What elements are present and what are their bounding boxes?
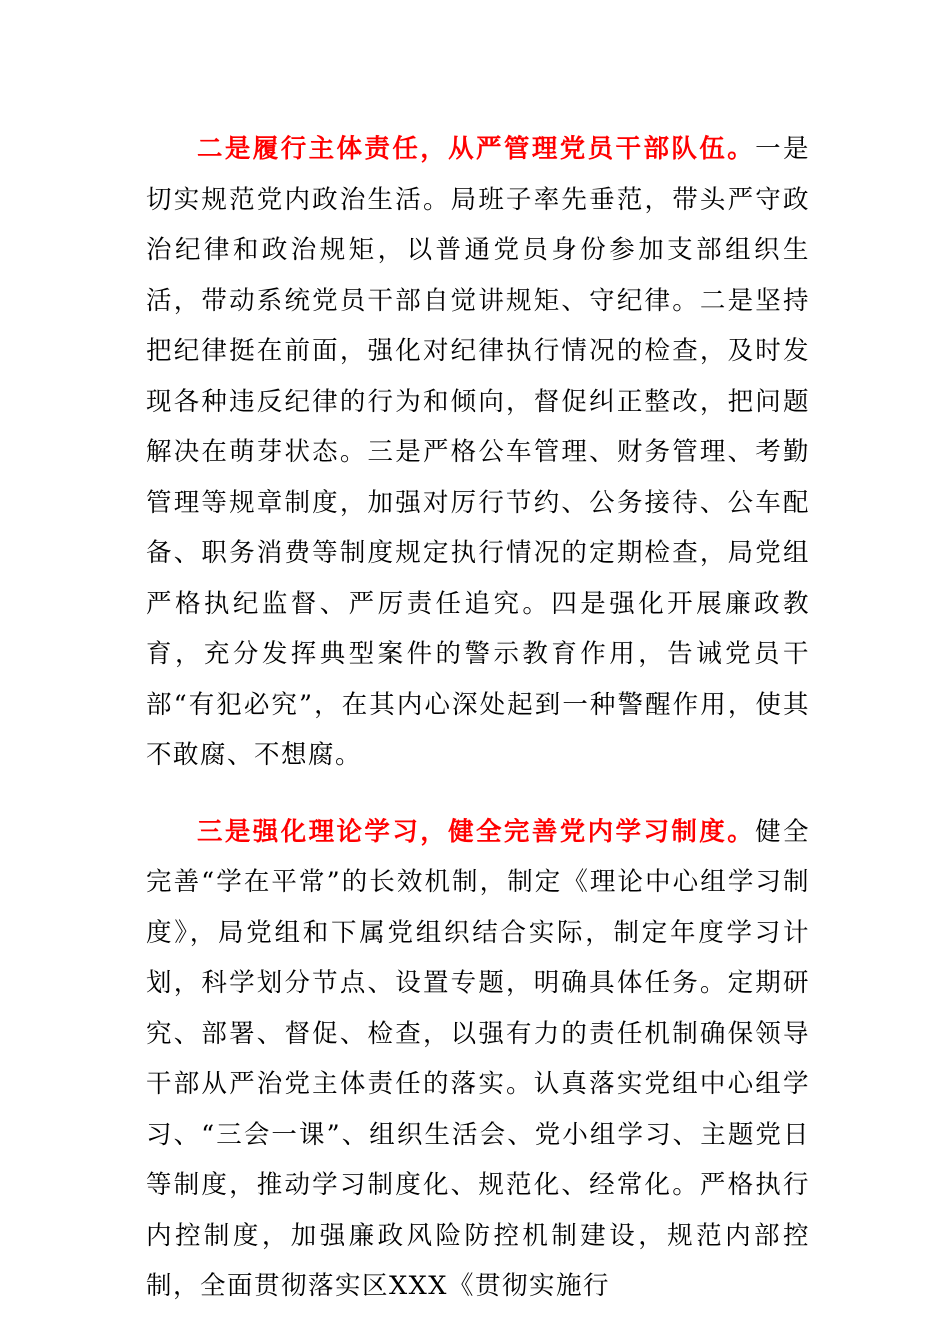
- paragraph-text: 健全完善“学在平常”的长效机制，制定《理论中心组学习制度》，局党组和下属党组织结合实际，制定年度学习计划，科学划分节点、设置专题，明确具体任务。定期研究、部署、督促、检查，以强有力的责任机制确保领导干部从严治党主体责任的落实。认真落实党组中心组学习、“三会一课”、组织生活会、党小组学习、主题党日等制度，推动学习制度化、规范化、经常化。严格执行内控制度，加强廉政风险防控机制建设，规范内部控制，全面贯彻落实区XXX《贯彻实施行: [146, 816, 810, 1301]
- paragraph-heading: 三是强化理论学习，健全完善党内学习制度。: [197, 816, 756, 847]
- paragraph-theory-study: [146, 807, 810, 1312]
- paragraph-heading: 二是履行主体责任，从严管理党员干部队伍。: [197, 134, 756, 164]
- paragraph-text: 一是切实规范党内政治生活。局班子率先垂范，带头严守政治纪律和政治规矩，以普通党员身份参加支部组织生活，带动系统党员干部自觉讲规矩、守纪律。二是坚持把纪律挺在前面，强化对纪律执行情况的检查，及时发现各种违反纪律的行为和倾向，督促纠正整改，把问题解决在萌芽状态。三是严格公车管理、财务管理、考勤管理等规章制度，加强对厉行节约、公务接待、公车配备、职务消费等制度规定执行情况的定期检查，局党组严格执纪监督、严厉责任追究。四是强化开展廉政教育，充分发挥典型案件的警示教育作用，告诫党员干部“有犯必究”，在其内心深处起到一种警醒作用，使其不敢腐、不想腐。: [146, 134, 810, 770]
- paragraph-responsibility: [146, 124, 810, 781]
- document-body: [146, 124, 810, 1312]
